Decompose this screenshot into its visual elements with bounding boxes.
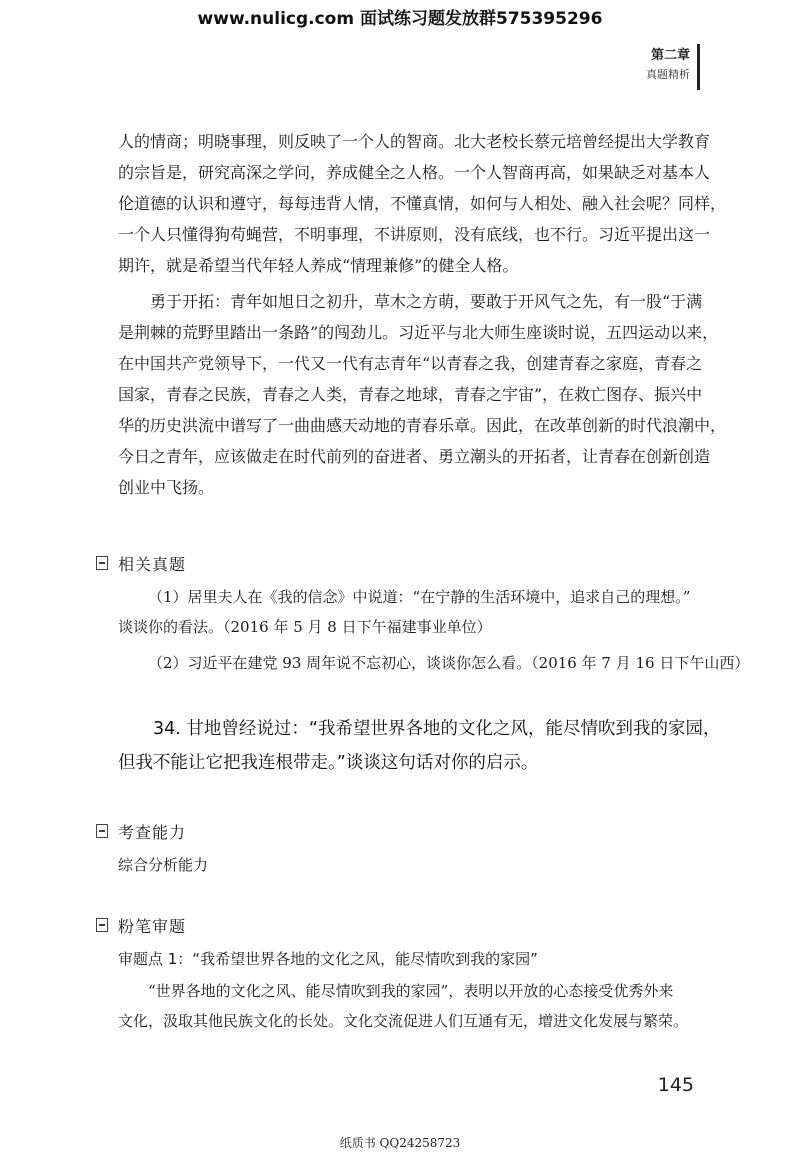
- chapter-title: 第二章: [650, 48, 690, 63]
- text-line: 创业中飞扬。: [118, 478, 215, 497]
- body-paragraph-2: [118, 286, 727, 503]
- section-title: 考查能力: [118, 822, 187, 842]
- ability-heading: [96, 818, 186, 844]
- text-line: （1）居里夫人在《我的信念》中说道：“在宁静的生活环境中，追求自己的理想。”: [148, 588, 691, 606]
- question-line: 但我不能让它把我连根带走。”谈谈这句话对你的启示。: [118, 753, 539, 773]
- text-line: 的宗旨是，研究高深之学问，养成健全之人格。一个人智商再高，如果缺乏对基本人: [118, 163, 711, 182]
- related-question-1: [118, 582, 708, 642]
- analysis-body: [118, 976, 708, 1036]
- text-line: （2）习近平在建党 93 周年说不忘初心，谈谈你怎么看。（2016 年 7 月 16 日下午山西）: [148, 654, 750, 672]
- related-question-2: [118, 648, 750, 678]
- section-title: 相关真题: [118, 554, 187, 574]
- text-line: 勇于开拓：青年如旭日之初升，草木之方萌，要敢于开风气之先，有一股“于满: [150, 292, 703, 311]
- question-34: [118, 712, 721, 780]
- text-line: 文化，汲取其他民族文化的长处。文化交流促进人们互通有无，增进文化发展与繁荣。: [118, 1012, 689, 1030]
- text-line: 谈谈你的看法。（2016 年 5 月 8 日下午福建事业单位）: [118, 618, 492, 636]
- section-title: 粉笔审题: [118, 916, 187, 936]
- page-number: 145: [657, 1074, 694, 1096]
- text-line: 人的情商；明晓事理，则反映了一个人的智商。北大老校长蔡元培曾经提出大学教育: [118, 132, 711, 151]
- text-line: 国家，青春之民族，青春之人类，青春之地球，青春之宇宙”，在救亡图存、振兴中: [118, 385, 703, 404]
- section-marker-icon: [96, 918, 108, 932]
- text-line: 期许，就是希望当代年轻人养成“情理兼修”的健全人格。: [118, 256, 519, 275]
- section-marker-icon: [96, 556, 108, 570]
- question-line: 34. 甘地曾经说过：“我希望世界各地的文化之风，能尽情吹到我的家园，: [153, 719, 721, 739]
- body-paragraph-1: [118, 126, 727, 281]
- related-questions-heading: [96, 550, 186, 576]
- analysis-heading: [96, 912, 186, 938]
- text-line: 是荆棘的荒野里踏出一条路”的闯劲儿。习近平与北大师生座谈时说，五四运动以来，: [118, 323, 719, 342]
- text-line: 综合分析能力: [118, 856, 209, 874]
- chapter-header: [646, 46, 690, 84]
- chapter-subtitle: 真题精析: [646, 68, 690, 81]
- page-footer: 纸质书 QQ24258723: [339, 1136, 461, 1150]
- text-line: “世界各地的文化之风、能尽情吹到我的家园”，表明以开放的心态接受优秀外来: [148, 982, 674, 1000]
- ability-content: [118, 850, 708, 880]
- text-line: 在中国共产党领导下，一代又一代有志青年“以青春之我，创建青春之家庭，青春之: [118, 354, 703, 373]
- text-line: 审题点 1：“我希望世界各地的文化之风，能尽情吹到我的家园”: [118, 950, 538, 968]
- analysis-point: [118, 944, 708, 974]
- text-line: 伦道德的认识和遵守，每每违背人情，不懂真情，如何与人相处、融入社会呢？同样，: [118, 194, 727, 213]
- chapter-divider: [697, 44, 700, 90]
- text-line: 华的历史洪流中谱写了一曲曲感天动地的青春乐章。因此，在改革创新的时代浪潮中，: [118, 416, 727, 435]
- text-line: 一个人只懂得狗苟蝇营，不明事理，不讲原则，没有底线，也不行。习近平提出这一: [118, 225, 711, 244]
- text-line: 今日之青年，应该做走在时代前列的奋进者、勇立潮头的开拓者，让青春在创新创造: [118, 447, 711, 466]
- section-marker-icon: [96, 824, 108, 838]
- site-banner: www.nulicg.com 面试练习题发放群575395296: [197, 9, 603, 29]
